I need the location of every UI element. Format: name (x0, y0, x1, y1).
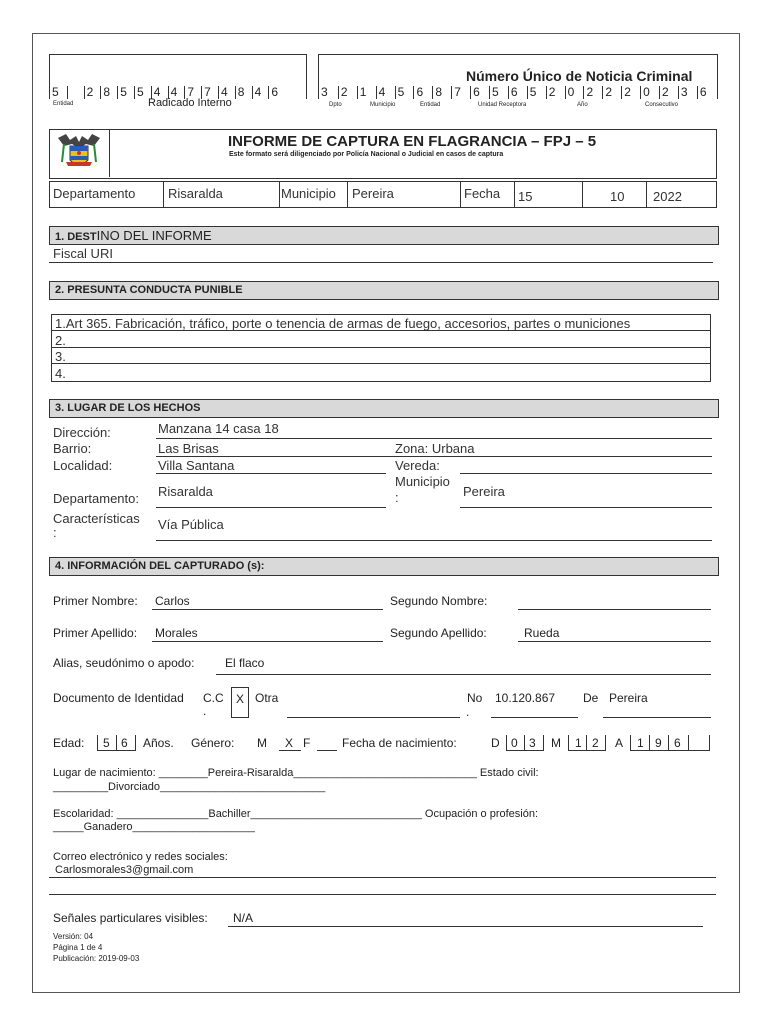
nunc-digit: 3 (321, 85, 328, 99)
primer-nombre-value: Carlos (155, 594, 190, 608)
localidad-value: Villa Santana (158, 458, 235, 473)
nac-a-label: A (615, 736, 624, 750)
localidad-label: Localidad: (53, 458, 113, 473)
section-1-heading-rest: INO DEL INFORME (96, 228, 212, 243)
nunc-digit: 6 (508, 86, 527, 99)
nunc-digit: 2 (621, 86, 640, 99)
internal-digit: 5 (52, 85, 59, 99)
section-4-header: 4. INFORMACIÓN DEL CAPTURADO (s): (49, 557, 719, 576)
nunc-digit: 2 (338, 86, 357, 99)
conducta-row-3: 3. (55, 349, 66, 364)
de-label: De (583, 691, 599, 705)
nac-anio-2: 9 (655, 736, 662, 750)
nac-dia-2: 3 (529, 736, 536, 750)
nac-anio-3: 6 (674, 736, 681, 750)
cc-label: C.C (203, 691, 224, 705)
section-2-header: 2. PRESUNTA CONDUCTA PUNIBLE (49, 281, 719, 300)
fecha-label: Fecha (464, 186, 501, 201)
footer-pagina: Página 1 de 4 (53, 943, 103, 952)
departamento-label: Departamento (53, 186, 136, 201)
internal-digit: 6 (268, 86, 285, 99)
nunc-digit: 2 (583, 86, 602, 99)
departamento-value: Risaralda (168, 186, 223, 201)
internal-digit: 4 (218, 86, 235, 99)
nacimiento-label: Fecha de nacimiento: (342, 736, 457, 750)
nac-mes-1: 1 (575, 736, 582, 750)
depto-lugar-label: Departamento: (53, 491, 139, 506)
internal-digit: 5 (134, 86, 151, 99)
entidad-code-label: Entidad (420, 102, 441, 108)
nunc-digit: 6 (697, 86, 716, 99)
correo-value: Carlosmorales3@gmail.com (55, 864, 194, 876)
municipio-label: Municipio (281, 186, 336, 201)
zona-value: Zona: Urbana (395, 441, 475, 456)
unidad-label: Unidad Receptora (478, 102, 527, 108)
doc-dot-2: . (466, 705, 470, 719)
estado-civil-line: _________Divorciado___________________________ (53, 781, 326, 793)
genero-label: Género: (191, 736, 235, 750)
lugar-nacimiento-line: Lugar de nacimiento: ________Pereira-Risaralda______________________________ Estado civil: (53, 767, 539, 779)
conducta-row-4: 4. (55, 366, 66, 381)
edad-label: Edad: (53, 736, 85, 750)
no-label: No (467, 691, 483, 705)
cc-check-mark: X (236, 692, 245, 706)
internal-digit: 8 (100, 86, 117, 99)
doc-number: 10.120.867 (495, 691, 556, 705)
barrio-label: Barrio: (53, 441, 92, 456)
segundo-nombre-label: Segundo Nombre: (390, 594, 488, 608)
doc-city: Pereira (609, 691, 648, 705)
nunc-digit: 3 (678, 86, 697, 99)
internal-digit: 4 (151, 86, 168, 99)
nunc-digit: 6 (413, 86, 432, 99)
internal-digit: 5 (117, 86, 134, 99)
caracteristicas-value: Vía Pública (158, 517, 224, 532)
fecha-mes: 10 (610, 189, 625, 204)
otra-label: Otra (255, 691, 279, 705)
destino-value: Fiscal URI (53, 246, 113, 261)
alias-value: El flaco (225, 656, 265, 670)
barrio-value: Las Brisas (158, 441, 219, 456)
genero-mark[interactable]: X (285, 736, 294, 750)
nunc-digit: 5 (527, 86, 546, 99)
segundo-apellido-value: Rueda (524, 626, 560, 640)
doc-dot-1: . (203, 704, 207, 718)
nunc-digit: 8 (432, 86, 451, 99)
nunc-digits (319, 86, 716, 99)
internal-digit: 4 (252, 86, 269, 99)
municipio-code-label: Municipio (370, 102, 396, 108)
municipio-lugar-colon: : (395, 490, 399, 505)
genero-m-label: M (257, 736, 267, 750)
nunc-digit: 7 (451, 86, 470, 99)
internal-digit: 4 (168, 86, 185, 99)
nunc-digit: 5 (395, 86, 414, 99)
documento-label: Documento de Identidad (53, 691, 184, 705)
primer-nombre-label: Primer Nombre: (53, 594, 138, 608)
ocupacion-line: _____Ganadero____________________ (53, 821, 255, 833)
correo-label: Correo electrónico y redes sociales: (53, 851, 228, 863)
section-1-heading-bold: 1. DEST (55, 231, 97, 243)
anios-label: Años. (143, 736, 174, 750)
senales-value: N/A (233, 911, 254, 925)
nac-m-label: M (551, 736, 561, 750)
cc-checkbox[interactable] (231, 687, 249, 718)
internal-digit: 2 (84, 86, 101, 99)
section-3-header: 3. LUGAR DE LOS HECHOS (49, 399, 719, 418)
municipio-value: Pereira (352, 186, 394, 201)
direccion-label: Dirección: (53, 425, 111, 440)
radicado-label: Radicado Interno (148, 97, 232, 109)
edad-digit-1: 5 (103, 736, 110, 750)
caracteristicas-label: Características (53, 511, 140, 526)
nac-mes-2: 2 (592, 736, 599, 750)
nunc-digit: 1 (357, 86, 376, 99)
entidad-label: Entidad (53, 101, 74, 107)
destino-line (49, 262, 713, 263)
primer-apellido-value: Morales (155, 626, 198, 640)
nunc-digit: 5 (489, 86, 508, 99)
internal-digit: 7 (201, 86, 218, 99)
footer-publicacion: Publicación: 2019-09-03 (53, 954, 140, 963)
fecha-dia: 15 (518, 189, 533, 204)
vereda-label: Vereda: (395, 458, 440, 473)
alias-label: Alias, seudónimo o apodo: (53, 656, 195, 670)
conducta-row-1: 1.Art 365. Fabricación, tráfico, porte o tenencia de armas de fuego, accesorios, partes o municiones (55, 316, 631, 331)
nunc-digit: 0 (565, 86, 584, 99)
nunc-title: Número Único de Noticia Criminal (466, 68, 693, 84)
internal-digit: 8 (235, 86, 252, 99)
segundo-apellido-label: Segundo Apellido: (390, 626, 487, 640)
dpto-label: Dpto (329, 102, 342, 108)
nunc-digit: 6 (470, 86, 489, 99)
nunc-digit: 2 (546, 86, 565, 99)
nunc-digit: 2 (659, 86, 678, 99)
internal-digit: 7 (184, 86, 201, 99)
nac-dia-1: 0 (511, 736, 518, 750)
nac-anio-1: 1 (637, 736, 644, 750)
nunc-digit: 4 (376, 86, 395, 99)
consecutivo-label: Consecutivo (645, 102, 679, 108)
nunc-digit: 0 (640, 86, 659, 99)
location-row (49, 181, 717, 208)
edad-digit-2: 6 (121, 736, 128, 750)
nac-d-label: D (491, 736, 500, 750)
section-1-header (49, 226, 719, 245)
direccion-value: Manzana 14 casa 18 (158, 421, 279, 436)
depto-lugar-value: Risaralda (158, 484, 213, 499)
escolaridad-line: Escolaridad: _______________Bachiller____________________________ Ocupación o profesión: (53, 808, 539, 820)
fecha-anio: 2022 (653, 189, 682, 204)
caracteristicas-colon: : (53, 525, 57, 540)
form-subtitle: Este formato será diligenciado por Policía Nacional o Judicial en casos de captura (229, 151, 504, 158)
form-title: INFORME DE CAPTURA EN FLAGRANCIA – FPJ – 5 (228, 133, 597, 150)
anio-label: Año (577, 102, 588, 108)
internal-digit (67, 86, 84, 99)
municipio-lugar-label: Municipio (395, 474, 450, 489)
footer-version: Versión: 04 (53, 932, 94, 941)
nunc-digit: 2 (602, 86, 621, 99)
municipio-lugar-value: Pereira (463, 484, 505, 499)
primer-apellido-label: Primer Apellido: (53, 626, 138, 640)
colombia-coat-of-arms-icon (56, 132, 102, 179)
conducta-row-2: 2. (55, 333, 66, 348)
genero-f-label: F (303, 736, 311, 750)
senales-label: Señales particulares visibles: (53, 911, 208, 925)
